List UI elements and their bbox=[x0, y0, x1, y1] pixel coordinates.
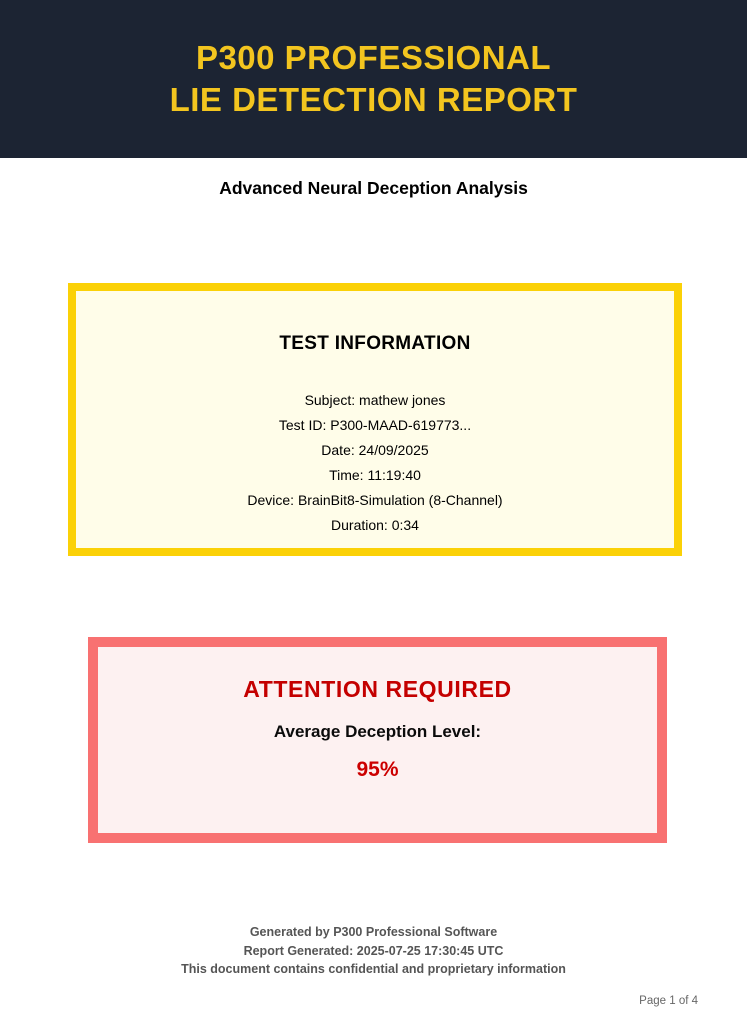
deception-level-value: 95% bbox=[356, 758, 399, 781]
report-title-line-1: P300 PROFESSIONAL bbox=[195, 39, 552, 76]
report-title bbox=[170, 37, 578, 121]
test-info-date: Date: 24/09/2025 bbox=[321, 442, 429, 458]
report-subtitle: Advanced Neural Deception Analysis bbox=[219, 178, 528, 198]
report-title-line-2: LIE DETECTION REPORT bbox=[169, 81, 578, 118]
footer-report-generated: Report Generated: 2025-07-25 17:30:45 UTC bbox=[243, 943, 504, 958]
attention-required-box bbox=[88, 637, 667, 843]
test-info-test-id: Test ID: P300-MAAD-619773... bbox=[278, 417, 472, 433]
test-information-lines bbox=[76, 388, 674, 538]
footer-generated-by: Generated by P300 Professional Software bbox=[249, 925, 498, 939]
page-number: Page 1 of 4 bbox=[639, 995, 698, 1007]
footer-confidentiality-notice: This document contains confidential and proprietary information bbox=[181, 962, 566, 976]
test-info-device: Device: BrainBit8-Simulation (8-Channel) bbox=[247, 492, 503, 508]
deception-level-label: Average Deception Level: bbox=[273, 722, 482, 741]
attention-required-heading: ATTENTION REQUIRED bbox=[243, 676, 512, 702]
test-info-duration: Duration: 0:34 bbox=[331, 517, 419, 533]
test-information-heading: TEST INFORMATION bbox=[279, 333, 471, 354]
report-footer bbox=[0, 923, 747, 979]
test-info-subject: Subject: mathew jones bbox=[304, 392, 446, 408]
test-info-time: Time: 11:19:40 bbox=[329, 467, 421, 483]
report-header bbox=[0, 0, 747, 158]
test-information-box bbox=[68, 283, 682, 556]
